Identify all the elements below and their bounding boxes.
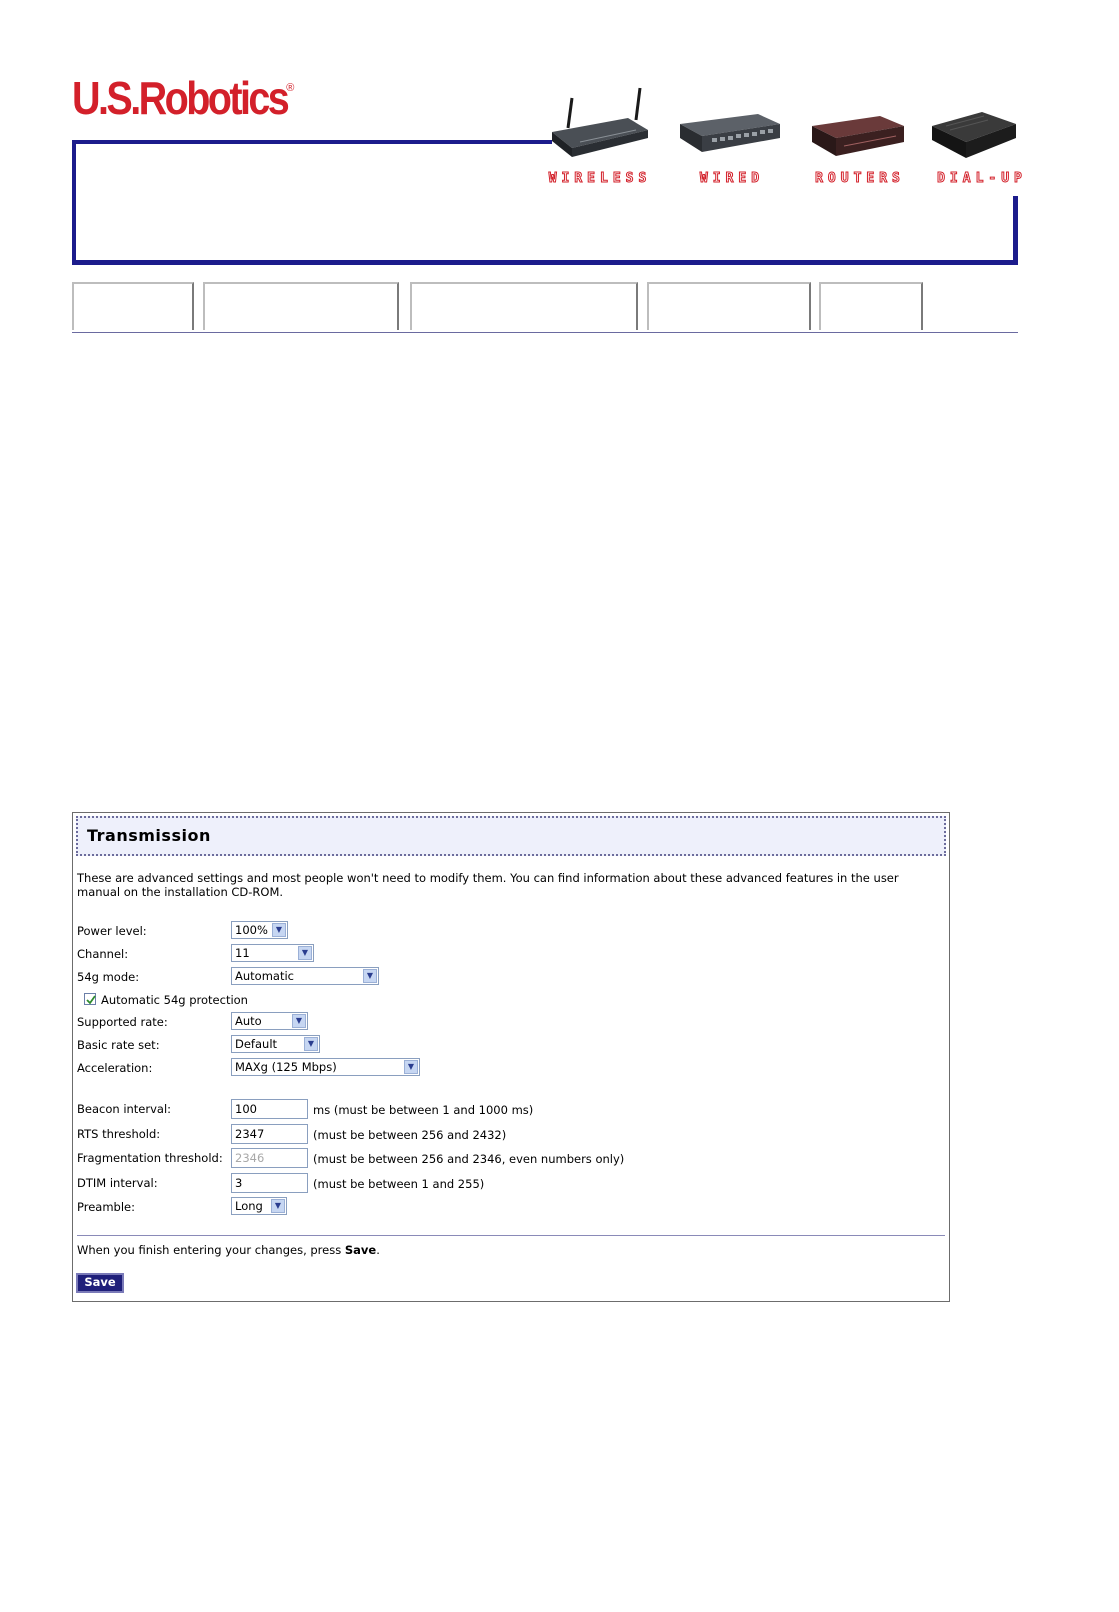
save-button[interactable]: Save	[76, 1273, 124, 1293]
nav-tab-3[interactable]	[410, 282, 638, 330]
product-label-wired: WIRED	[699, 171, 765, 186]
dtim-interval-hint: (must be between 1 and 255)	[313, 1177, 485, 1191]
checkmark-icon	[85, 994, 97, 1006]
rts-threshold-label: RTS threshold:	[77, 1127, 161, 1141]
protection-label: Automatic 54g protection	[101, 993, 248, 1007]
dtim-interval-label: DTIM interval:	[77, 1176, 158, 1190]
chevron-down-icon: ▼	[363, 969, 377, 983]
fragmentation-threshold-row	[77, 1148, 777, 1168]
product-dialup[interactable]	[922, 80, 1042, 190]
usrobotics-logo	[72, 72, 294, 124]
mode-54g-value: Automatic	[235, 969, 294, 983]
router-icon	[800, 80, 920, 170]
chevron-down-icon: ▼	[292, 1014, 306, 1028]
preamble-select[interactable]	[231, 1197, 287, 1215]
rts-threshold-hint: (must be between 256 and 2432)	[313, 1128, 507, 1142]
chevron-down-icon: ▼	[298, 946, 312, 960]
product-label-dialup: DIAL-UP	[937, 171, 1027, 186]
chevron-down-icon: ▼	[404, 1060, 418, 1074]
product-label-wireless: WIRELESS	[548, 171, 652, 186]
beacon-interval-row	[77, 1099, 777, 1119]
acceleration-value: MAXg (125 Mbps)	[235, 1060, 337, 1074]
finish-instructions	[77, 1243, 380, 1257]
beacon-interval-label: Beacon interval:	[77, 1102, 172, 1116]
channel-value: 11	[235, 946, 250, 960]
protection-checkbox[interactable]	[84, 993, 96, 1005]
fragmentation-threshold-hint: (must be between 256 and 2346, even numbers only)	[313, 1152, 625, 1166]
supported-rate-select[interactable]	[231, 1012, 308, 1030]
section-title: Transmission	[87, 826, 211, 845]
beacon-interval-input[interactable]: 100	[231, 1099, 308, 1119]
section-divider	[77, 1235, 945, 1236]
intro-text: These are advanced settings and most people won't need to modify them. You can find information about these advanced features in the user manual on the installation CD-ROM.	[77, 871, 899, 899]
power-level-label: Power level:	[77, 924, 147, 938]
supported-rate-value: Auto	[235, 1014, 262, 1028]
product-wireless[interactable]	[540, 80, 660, 190]
nav-tab-2[interactable]	[203, 282, 399, 330]
chevron-down-icon: ▼	[272, 923, 286, 937]
channel-select[interactable]	[231, 944, 314, 962]
power-level-select[interactable]	[231, 921, 288, 939]
modem-icon	[922, 80, 1042, 170]
beacon-interval-hint: ms (must be between 1 and 1000 ms)	[313, 1103, 534, 1117]
product-label-routers: ROUTERS	[815, 171, 905, 186]
transmission-panel	[72, 812, 950, 1302]
dtim-interval-row	[77, 1173, 777, 1193]
finish-bold: Save	[344, 1243, 377, 1257]
power-level-value: 100%	[235, 923, 268, 937]
rts-threshold-input[interactable]: 2347	[231, 1124, 308, 1144]
preamble-value: Long	[235, 1199, 263, 1213]
chevron-down-icon: ▼	[271, 1199, 285, 1213]
finish-suffix: .	[376, 1243, 380, 1257]
basic-rate-set-label: Basic rate set:	[77, 1038, 160, 1052]
rts-threshold-row	[77, 1124, 777, 1144]
fragmentation-threshold-label: Fragmentation threshold:	[77, 1151, 223, 1165]
supported-rate-label: Supported rate:	[77, 1015, 168, 1029]
channel-label: Channel:	[77, 947, 129, 961]
basic-rate-set-value: Default	[235, 1037, 278, 1051]
basic-rate-set-select[interactable]	[231, 1035, 320, 1053]
product-routers[interactable]	[800, 80, 920, 190]
registered-mark: ®	[286, 82, 295, 94]
nav-tab-bar	[72, 282, 1018, 333]
dtim-interval-input[interactable]: 3	[231, 1173, 308, 1193]
mode-54g-label: 54g mode:	[77, 970, 140, 984]
logo-text: U.S.Robotics	[72, 72, 288, 124]
nav-tab-4[interactable]	[647, 282, 811, 330]
protection-row	[77, 990, 477, 1010]
acceleration-label: Acceleration:	[77, 1061, 153, 1075]
wireless-router-icon	[540, 80, 660, 170]
nav-tab-5[interactable]	[819, 282, 923, 330]
finish-prefix: When you finish entering your changes, press	[77, 1243, 345, 1257]
preamble-label: Preamble:	[77, 1200, 135, 1214]
section-header	[76, 816, 946, 856]
product-wired[interactable]	[672, 80, 792, 190]
network-switch-icon	[672, 80, 792, 170]
mode-54g-select[interactable]	[231, 967, 379, 985]
nav-tab-1[interactable]	[72, 282, 194, 330]
chevron-down-icon: ▼	[304, 1037, 318, 1051]
fragmentation-threshold-input[interactable]: 2346	[231, 1148, 308, 1168]
acceleration-select[interactable]	[231, 1058, 420, 1076]
